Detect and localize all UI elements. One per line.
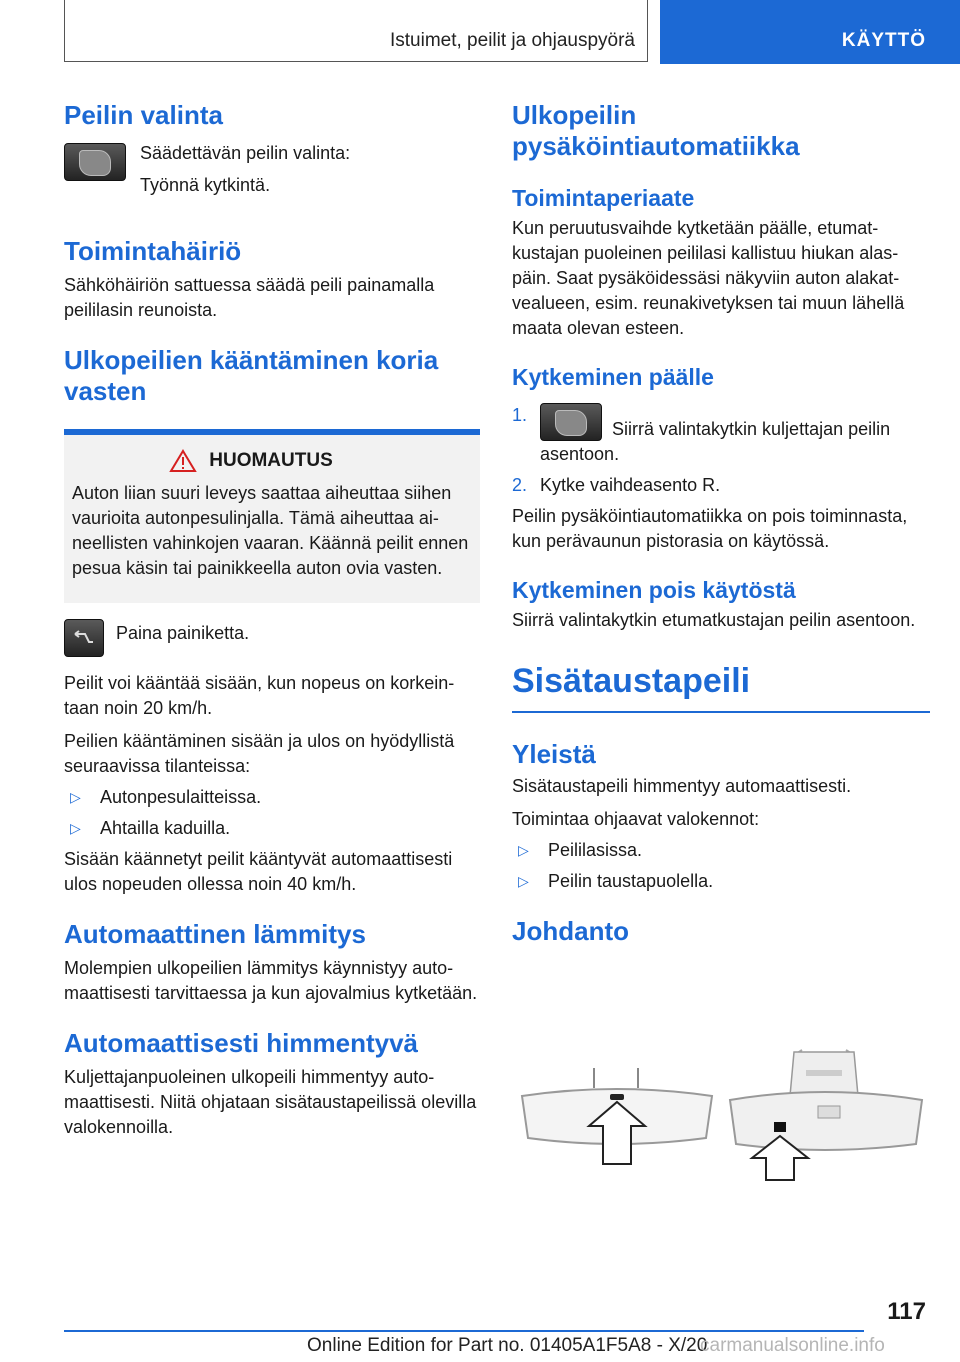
watermark: carmanualsonline.info: [700, 1335, 885, 1356]
heading-switch-on: Kytkeminen päälle: [512, 364, 714, 390]
mirror-switch-icon: [540, 403, 602, 441]
step-text: Kytke vaihdeasento R.: [540, 475, 721, 495]
heading-heating: Automaattinen lämmitys: [64, 919, 366, 949]
left-column: [64, 100, 480, 1140]
heading-dimming: Automaattisesti himmentyvä: [64, 1028, 418, 1058]
edition-text: Online Edition for Part no. 01405A1F5A8 - X/20: [307, 1335, 708, 1356]
section-title: KÄYTTÖ: [841, 30, 926, 51]
cells-text: Toimintaa ohjaavat valokennot:: [512, 809, 760, 829]
switch-on-note: Peilin pysäköintiautomatiikka on pois toiminnasta, kun perävaunun pistorasia on käytössä.: [512, 506, 908, 551]
fold-button-row: [64, 619, 480, 657]
step-number: 2.: [512, 475, 528, 495]
heading-switch-off: Kytkeminen pois käytöstä: [512, 577, 796, 603]
page-number: 117: [887, 1298, 926, 1325]
mirror-push-text: Työnnä kytkintä.: [140, 175, 271, 195]
section-tab: [660, 0, 960, 64]
warning-triangle-icon: [169, 449, 197, 473]
heading-intro: Johdanto: [512, 916, 629, 946]
heading-general: Yleistä: [512, 739, 596, 769]
chapter-title: Istuimet, peilit ja ohjauspyörä: [389, 30, 635, 51]
fold-auto-text: Sisään käännetyt peilit kääntyvät automaattisesti ulos nopeuden ollessa noin 40 km/h.: [64, 849, 453, 894]
footer-divider: [64, 1330, 864, 1332]
general-text: Sisätaustapeili himmentyy automaattisesti.: [512, 776, 852, 796]
warning-box: [64, 429, 480, 603]
switch-off-text: Siirrä valintakytkin etumatkustajan peilin asentoon.: [512, 610, 916, 630]
fault-text: Sähköhäiriön sattuessa säädä peili painamalla peililasin reunoista.: [64, 275, 435, 320]
mirror-switch-icon: [64, 143, 126, 181]
bullet-triangle-icon: ▷: [70, 789, 81, 805]
dimming-text: Kuljettajanpuoleinen ulkopeili himmentyy automaattisesti. Niitä ohjataan sisätaustapeilissä olevilla valokennoilla.: [64, 1067, 477, 1137]
list-item: ▷ Ahtailla kaduilla.: [64, 816, 480, 841]
fold-useful-text: Peilien kääntäminen sisään ja ulos on hyödyllistä seuraavissa tilanteissa:: [64, 731, 455, 776]
chapter-header: [64, 0, 648, 62]
heading-mirror-select: Peilin valinta: [64, 100, 223, 130]
fold-mirror-button-icon: [64, 619, 104, 657]
fold-speed-text: Peilit voi kääntää sisään, kun nopeus on korkeintaan noin 20 km/h.: [64, 673, 455, 718]
list-item: ▷ Peilin taustapuolella.: [512, 869, 930, 894]
step-text: Siirrä valintakytkin kuljettajan peilin asentoon.: [540, 419, 891, 464]
mirror-select-text: Säädettävän peilin valinta:: [140, 143, 351, 163]
right-column: [512, 100, 930, 947]
principle-text: Kun peruutusvaihde kytketään päälle, etumatkustajan puoleinen peililasi kallistuu hiukan alaspäin. Saat pysäköidessäsi näkyviin auton alakatvealueen, esim. reunakivetyksen tai muun lähellä maata olevan esteen.: [512, 218, 905, 338]
heading-principle: Toimintaperiaate: [512, 185, 695, 211]
bullet-triangle-icon: ▷: [518, 873, 529, 889]
press-button-text: Paina painiketta.: [116, 623, 250, 643]
heading-fault: Toimintahäiriö: [64, 236, 242, 266]
step-2: [512, 473, 930, 498]
list-item: ▷ Autonpesulaitteissa.: [64, 785, 480, 810]
heading-fold: Ulkopeilien kääntäminen koria vasten: [64, 345, 439, 406]
rearview-mirror-illustration: [512, 1040, 930, 1190]
mirror-select-row: [64, 141, 480, 198]
bullet-triangle-icon: ▷: [70, 820, 81, 836]
warning-title: HUOMAUTUS: [209, 450, 333, 471]
heading-parking: Ulkopeilin pysäköintiautomatiikka: [512, 100, 800, 161]
section-divider: [512, 711, 930, 713]
heading-rearview-mirror: Sisätaustapeili: [512, 662, 751, 700]
heating-text: Molempien ulkopeilien lämmitys käynnistyy automaattisesti tarvittaessa ja kun ajovalmius kytketään.: [64, 958, 478, 1003]
fold-arrow-icon: [72, 630, 96, 646]
bullet-triangle-icon: ▷: [518, 842, 529, 858]
step-1: [512, 403, 930, 467]
step-number: 1.: [512, 405, 528, 425]
list-item: ▷ Peililasissa.: [512, 838, 930, 863]
warning-text: Auton liian suuri leveys saattaa aiheuttaa siihen vaurioita autonpesulinjalla. Tämä aiheuttaa aineellisten vahinkojen vaaran. Käännä peilit ennen pesua käsin tai painikkeella auton ovia vasten.: [72, 483, 469, 578]
